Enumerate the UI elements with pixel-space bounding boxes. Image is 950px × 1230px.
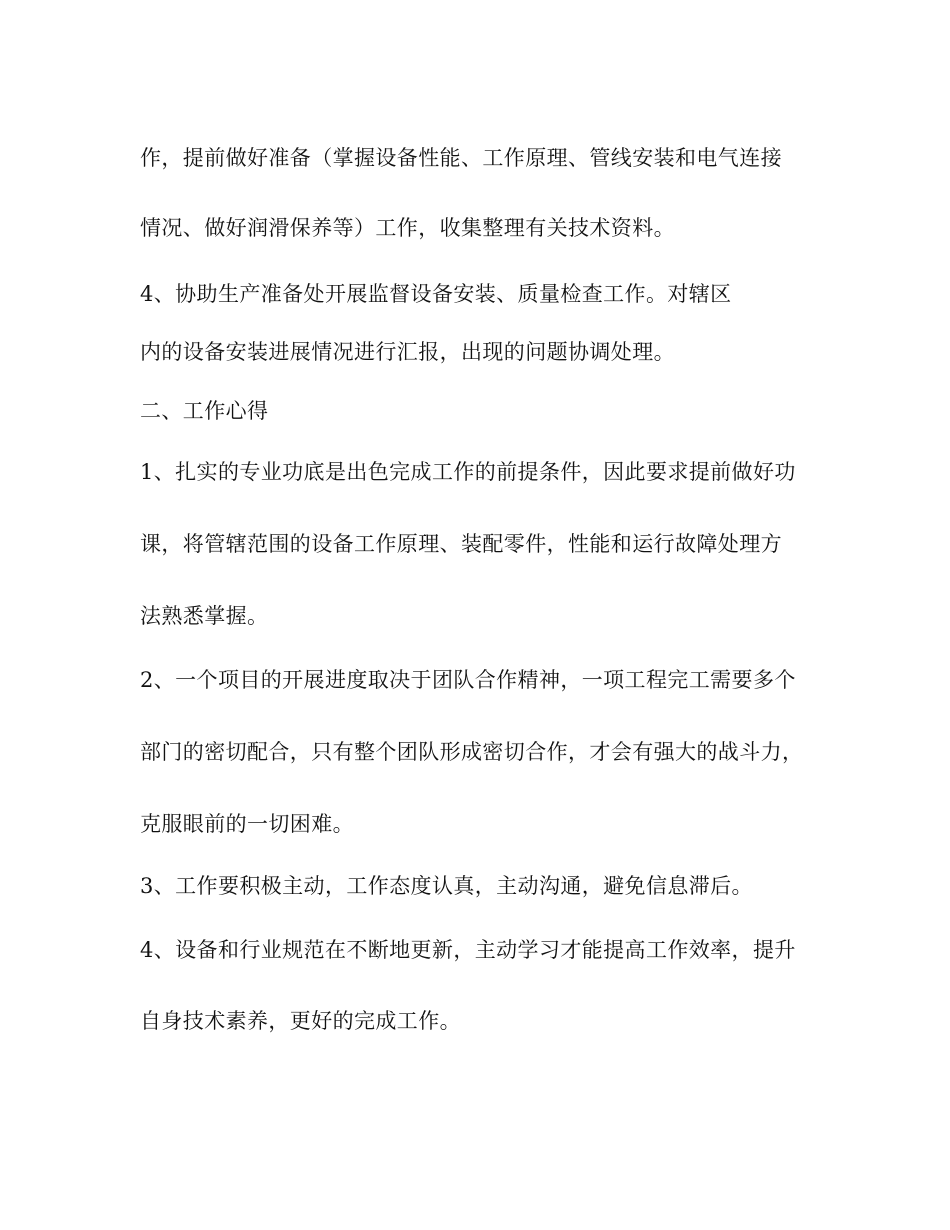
text-line-1: 作，提前做好准备（掌握设备性能、工作原理、管线安装和电气连接: [140, 146, 782, 170]
text-line-9: 2、一个项目的开展进度取决于团队合作精神，一项工程完工需要多个: [140, 668, 796, 692]
text-line-4: 内的设备安装进展情况进行汇报，出现的问题协调处理。: [140, 340, 675, 364]
text-line-11: 克服眼前的一切困难。: [140, 812, 354, 836]
section-heading: 二、工作心得: [140, 399, 269, 423]
text-line-14: 自身技术素养，更好的完成工作。: [140, 1009, 461, 1033]
text-line-2: 情况、做好润滑保养等）工作，收集整理有关技术资料。: [140, 216, 675, 240]
text-line-8: 法熟悉掌握。: [140, 604, 269, 628]
text-line-6: 1、扎实的专业功底是出色完成工作的前提条件，因此要求提前做好功: [140, 460, 796, 484]
text-line-10: 部门的密切配合，只有整个团队形成密切合作，才会有强大的战斗力，: [140, 740, 804, 764]
text-line-12: 3、工作要积极主动，工作态度认真，主动沟通，避免信息滞后。: [140, 874, 753, 898]
text-line-7: 课，将管辖范围的设备工作原理、装配零件，性能和运行故障处理方: [140, 532, 782, 556]
text-line-3: 4、协助生产准备处开展监督设备安装、质量检查工作。对辖区: [140, 282, 732, 306]
text-line-13: 4、设备和行业规范在不断地更新，主动学习才能提高工作效率，提升: [140, 938, 796, 962]
